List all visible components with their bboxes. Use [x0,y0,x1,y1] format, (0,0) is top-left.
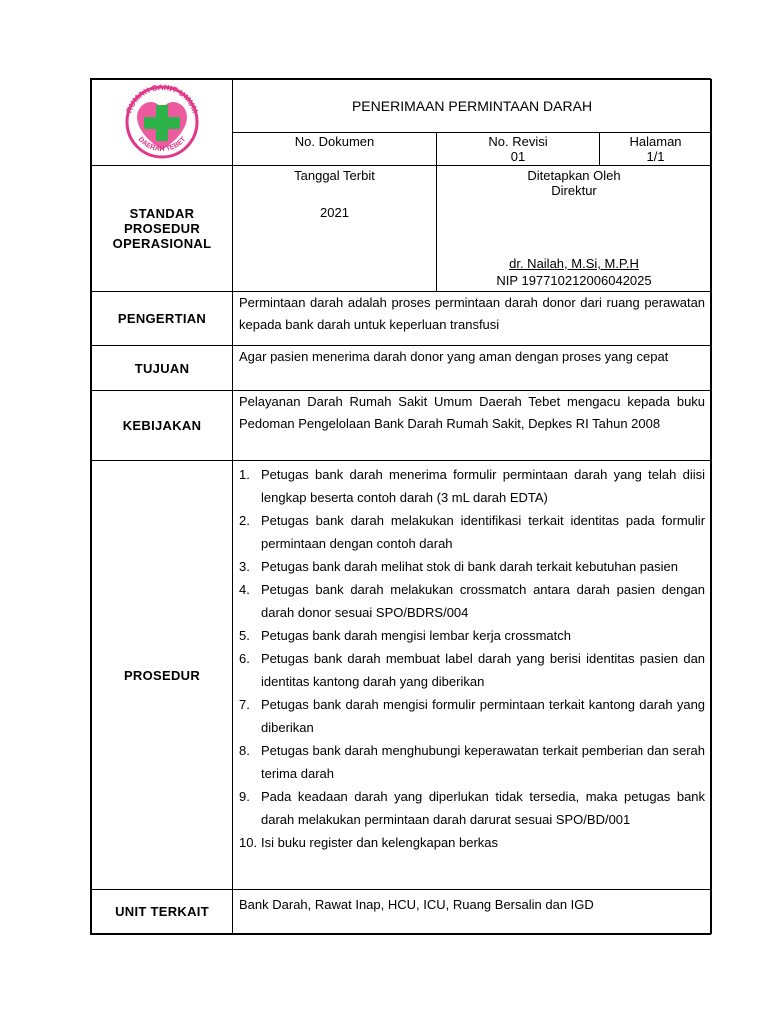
procedure-step [239,463,705,509]
no-revisi-label: No. Revisi [488,133,548,149]
step-text: Petugas bank darah menerima formulir permintaan darah yang telah diisi lengkap beserta contoh darah (3 mL darah EDTA) [261,467,706,505]
step-number: 6. [239,651,250,666]
signer-nip: NIP 197710212006042025 [496,273,652,288]
procedure-step [239,647,705,693]
ditetapkan-role: Direktur [551,183,597,198]
spo-label-line1: STANDAR [129,206,195,221]
tujuan-label: TUJUAN [92,346,233,391]
spo-label-cell [92,166,233,292]
logo-cell [92,80,233,166]
step-number: 2. [239,513,250,528]
step-text: Petugas bank darah mengisi lembar kerja crossmatch [261,628,571,643]
step-number: 4. [239,582,250,597]
no-revisi-value: 01 [510,148,526,164]
prosedur-steps [233,461,711,856]
ditetapkan-label: Ditetapkan Oleh [527,168,621,183]
step-number: 5. [239,628,250,643]
step-text: Pada keadaan darah yang diperlukan tidak tersedia, maka petugas bank darah melakukan permintaan darah darurat sesuai SPO/BD/001 [261,789,706,827]
step-number: 7. [239,697,250,712]
unit-terkait-label: UNIT TERKAIT [92,890,233,934]
hospital-logo [120,80,204,162]
procedure-step [239,509,705,555]
halaman-label: Halaman [629,133,682,149]
kebijakan-label: KEBIJAKAN [92,391,233,461]
prosedur-label: PROSEDUR [92,461,233,890]
logo-text-top: RUMAH SAKIT UMUM [124,82,200,115]
tanggal-terbit-label: Tanggal Terbit [294,168,375,183]
step-number: 9. [239,789,250,804]
no-revisi-cell [437,132,600,165]
spo-label-line2: PROSEDUR [123,221,201,236]
procedure-step [239,739,705,785]
no-dokumen-cell [233,132,437,165]
unit-terkait-text: Bank Darah, Rawat Inap, HCU, ICU, Ruang Bersalin dan IGD [233,890,712,934]
tanggal-terbit-cell [233,166,437,292]
step-number: 10. [239,835,258,850]
spo-document [90,78,711,935]
procedure-step [239,831,705,854]
step-text: Petugas bank darah menghubungi keperawatan terkait pemberian dan serah terima darah [261,743,706,781]
halaman-value: 1/1 [646,148,665,164]
tanggal-terbit-value: 2021 [320,205,349,220]
step-number: 8. [239,743,250,758]
kebijakan-text: Pelayanan Darah Rumah Sakit Umum Daerah Tebet mengacu kepada buku Pedoman Pengelolaan Bank Darah Rumah Sakit, Depkes RI Tahun 2008 [233,391,712,461]
spo-table [91,79,712,934]
procedure-step [239,624,705,647]
pengertian-text: Permintaan darah adalah proses permintaan darah donor dari ruang perawatan kepada bank darah untuk keperluan transfusi [233,292,712,346]
logo-text-bottom: DAERAH TEBET [136,135,188,154]
procedure-step [239,555,705,578]
tujuan-text: Agar pasien menerima darah donor yang aman dengan proses yang cepat [233,346,712,391]
step-number: 1. [239,467,250,482]
step-text: Petugas bank darah melakukan identifikasi terkait identitas pada formulir permintaan dengan contoh darah [261,513,706,551]
procedure-step [239,693,705,739]
no-dokumen-label: No. Dokumen [294,133,375,149]
step-text: Petugas bank darah melakukan crossmatch antara darah pasien dengan darah donor sesuai SPO/BDRS/004 [261,582,706,620]
procedure-step [239,578,705,624]
document-title: PENERIMAAN PERMINTAAN DARAH [233,80,712,133]
step-number: 3. [239,559,250,574]
pengertian-label: PENGERTIAN [92,292,233,346]
ditetapkan-cell [437,166,712,292]
procedure-step [239,785,705,831]
halaman-cell [600,132,712,165]
prosedur-cell [233,461,712,890]
step-text: Petugas bank darah mengisi formulir permintaan terkait kantong darah yang diberikan [261,697,706,735]
step-text: Petugas bank darah membuat label darah yang berisi identitas pasien dan identitas kantong darah yang diberikan [261,651,706,689]
signer-name: dr. Nailah, M.Si, M.P.H [509,256,639,271]
step-text: Isi buku register dan kelengkapan berkas [261,835,499,850]
step-text: Petugas bank darah melihat stok di bank darah terkait kebutuhan pasien [261,559,678,574]
spo-label-line3: OPERASIONAL [112,236,212,251]
